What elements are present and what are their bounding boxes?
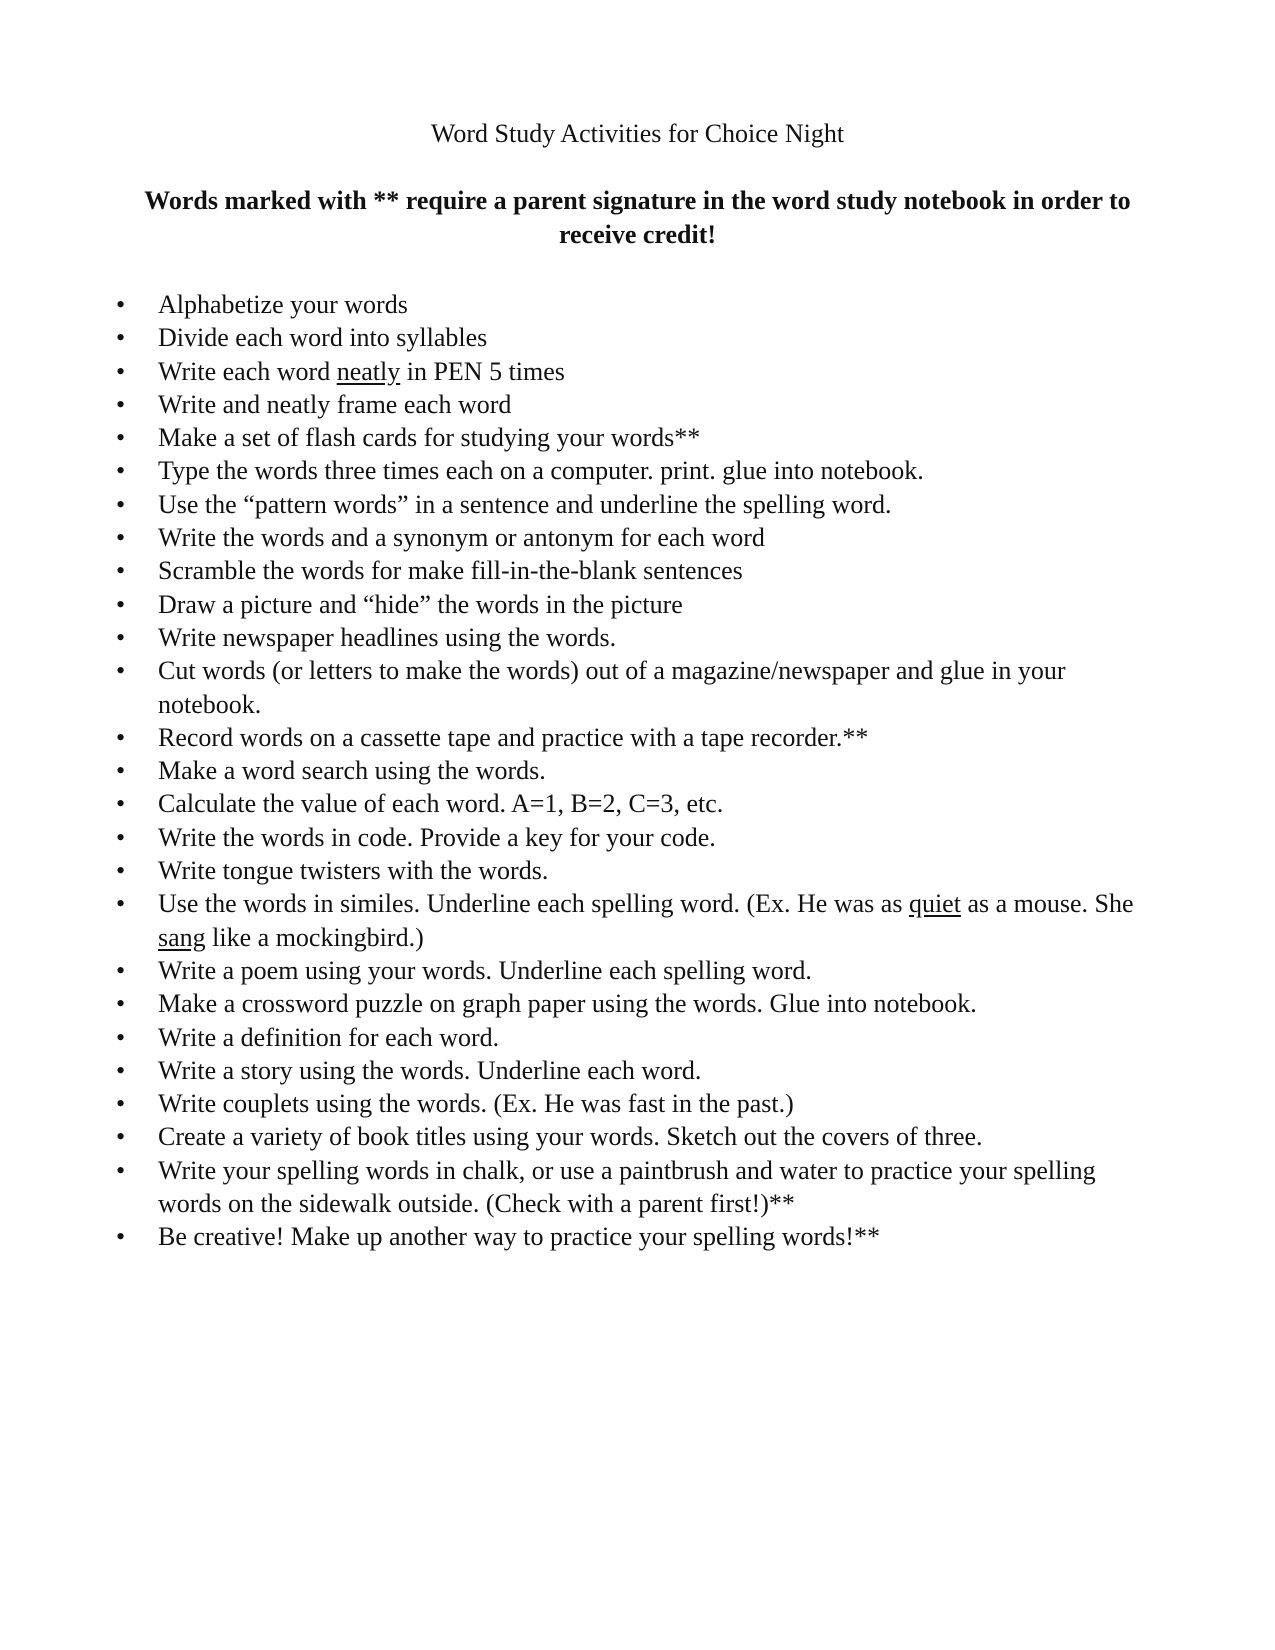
activity-text: Write newspaper headlines using the words. [158,622,617,652]
bullet-icon: • [116,1089,126,1119]
activity-item [0,1054,1138,1087]
bullet-icon: • [116,722,126,752]
bullet-icon: • [116,389,126,419]
activity-text: Use the “pattern words” in a sentence and underline the spelling word. [158,489,892,519]
bullet-icon: • [116,423,126,453]
activity-text: Type the words three times each on a computer. print. glue into notebook. [158,456,924,486]
activity-text: Cut words (or letters to make the words) out of a magazine/newspaper and glue in your notebook. [158,656,1066,719]
activity-text: Divide each word into syllables [158,323,488,353]
bullet-icon: • [116,290,126,319]
activity-item [0,288,1138,321]
activity-item [0,754,1138,787]
bullet-icon: • [116,756,126,786]
activity-item [0,488,1138,521]
activity-text: Scramble the words for make fill-in-the-blank sentences [158,556,743,586]
activity-item [0,821,1138,854]
underlined-word: neatly [336,356,401,386]
activity-text: like a mockingbird.) [205,922,424,952]
bullet-icon: • [116,856,126,886]
bullet-icon: • [116,589,126,619]
activity-item [0,887,1138,954]
bullet-icon: • [116,1155,126,1185]
bullet-icon: • [116,1222,126,1252]
activity-item [0,521,1138,554]
document-title: Word Study Activities for Choice Night [430,119,845,148]
activity-text: Write couplets using the words. (Ex. He was fast in the past.) [158,1089,794,1119]
activity-text: Create a variety of book titles using your words. Sketch out the covers of three. [158,1122,983,1152]
activity-item [0,554,1138,587]
bullet-icon: • [116,1055,126,1085]
activity-text: Calculate the value of each word. A=1, B=2, C=3, etc. [158,789,724,819]
activity-text: Write a definition for each word. [158,1022,500,1052]
bullet-icon: • [116,1022,126,1052]
bullet-icon: • [116,889,126,919]
activity-item [0,1154,1138,1221]
activity-list [0,288,1275,1254]
bullet-icon: • [116,656,126,686]
bullet-icon: • [116,789,126,819]
activity-item [0,1087,1138,1120]
activity-text: Use the words in similes. Underline each spelling word. (Ex. He was as [158,889,909,919]
activity-text: Make a crossword puzzle on graph paper using the words. Glue into notebook. [158,989,977,1019]
activity-text: Write and neatly frame each word [158,389,512,419]
activity-item [0,1120,1138,1153]
activity-text: Draw a picture and “hide” the words in the picture [158,589,683,619]
activity-item [0,721,1138,754]
underlined-word: quiet [908,889,961,919]
bullet-icon: • [116,989,126,1019]
activity-text: Make a set of flash cards for studying your words** [158,423,701,453]
activity-item [0,588,1138,621]
bullet-icon: • [116,323,126,353]
activity-text: Write the words in code. Provide a key for your code. [158,822,716,852]
activity-text: in PEN 5 times [400,356,565,386]
activity-text: as a mouse. She [960,889,1134,919]
activity-text: Write your spelling words in chalk, or use a paintbrush and water to practice your spelling words on the sidewalk outside. (Check with a parent first!)** [158,1155,1096,1219]
activity-item [0,954,1138,987]
activity-text: Be creative! Make up another way to practice your spelling words!** [158,1222,880,1252]
bullet-icon: • [116,456,126,486]
activity-text: Write a poem using your words. Underline each spelling word. [158,955,812,985]
bullet-icon: • [116,1122,126,1152]
activity-text: Write a story using the words. Underline each word. [158,1055,702,1085]
activity-item [0,421,1138,454]
activity-text: Write the words and a synonym or antonym for each word [158,523,765,553]
activity-item [0,321,1138,354]
activity-text: Make a word search using the words. [158,756,546,786]
activity-item [0,854,1138,887]
activity-text: Write tongue twisters with the words. [158,856,549,886]
activity-item [0,1220,1138,1253]
activity-item [0,987,1138,1020]
activity-text: Record words on a cassette tape and practice with a tape recorder.** [158,722,869,752]
activity-item [0,654,1138,721]
bullet-icon: • [116,622,126,652]
bullet-icon: • [116,556,126,586]
activity-item [0,787,1138,820]
bullet-icon: • [116,955,126,985]
bullet-icon: • [116,356,126,386]
activity-item [0,355,1138,388]
activity-item [0,1021,1138,1054]
parent-signature-notice: Words marked with ** require a parent signature in the word study notebook in order to receive credit! [144,186,1131,249]
underlined-word: sang [158,922,206,952]
bullet-icon: • [116,822,126,852]
activity-item [0,621,1138,654]
activity-text: Write each word [158,356,337,386]
activity-text: Alphabetize your words [158,290,408,319]
activity-item [0,388,1138,421]
bullet-icon: • [116,523,126,553]
activity-item [0,454,1138,487]
bullet-icon: • [116,489,126,519]
